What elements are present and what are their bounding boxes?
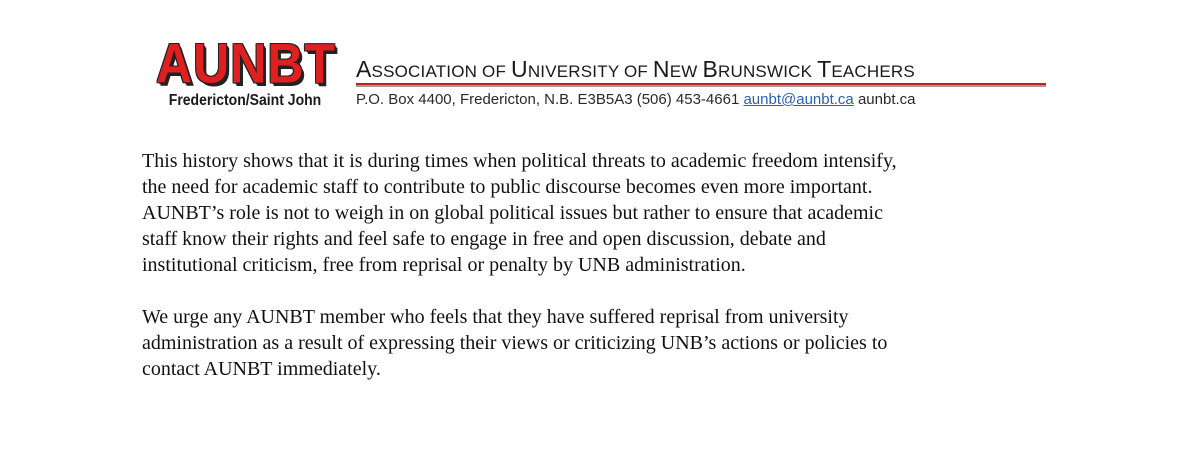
contact-line <box>356 91 916 108</box>
letterhead <box>140 30 1060 120</box>
paragraph-1-line: institutional criticism, free from reprisal or penalty by UNB administration. <box>142 254 746 276</box>
website: aunbt.ca <box>857 91 916 108</box>
postal-address: P.O. Box 4400, Fredericton, N.B. E3B5A3 (506) 453-4661 <box>356 91 740 108</box>
name-cap-5: T <box>817 56 832 82</box>
aunbt-logo <box>156 32 336 114</box>
name-cap-1: A <box>356 56 372 82</box>
paragraph-1-line: the need for academic staff to contribute to public discourse becomes even more important. <box>142 176 873 198</box>
paragraph-2 <box>142 304 1062 382</box>
logo-wordmark: AUNBT <box>156 32 336 95</box>
header-rule-shadow <box>356 85 1046 87</box>
paragraph-2-line: administration as a result of expressing their views or criticizing UNB’s actions or policies to <box>142 332 888 354</box>
name-cap-2: U <box>511 56 528 82</box>
association-name <box>356 56 915 83</box>
name-cap-3: N <box>652 56 670 82</box>
name-rest-1: SSOCIATION OF <box>371 62 511 81</box>
email-link[interactable]: aunbt@aunbt.ca <box>743 91 854 108</box>
paragraph-1-line: This history shows that it is during times when political threats to academic freedom intensify, <box>142 150 897 172</box>
paragraph-1 <box>142 148 1062 278</box>
paragraph-2-line: We urge any AUNBT member who feels that they have suffered reprisal from university <box>142 306 849 328</box>
name-rest-4: RUNSWICK <box>717 62 818 81</box>
name-rest-5: EACHERS <box>831 62 915 81</box>
paragraph-1-line: staff know their rights and feel safe to engage in free and open discussion, debate and <box>142 228 826 250</box>
name-rest-3: EW <box>669 62 703 81</box>
letter-body <box>142 148 1062 408</box>
name-cap-4: B <box>702 56 718 82</box>
paragraph-2-line: contact AUNBT immediately. <box>142 358 381 380</box>
logo-subtitle: Fredericton/Saint John <box>168 90 322 109</box>
paragraph-1-line: AUNBT’s role is not to weigh in on global political issues but rather to ensure that academic <box>142 202 883 224</box>
name-rest-2: NIVERSITY OF <box>527 62 653 81</box>
